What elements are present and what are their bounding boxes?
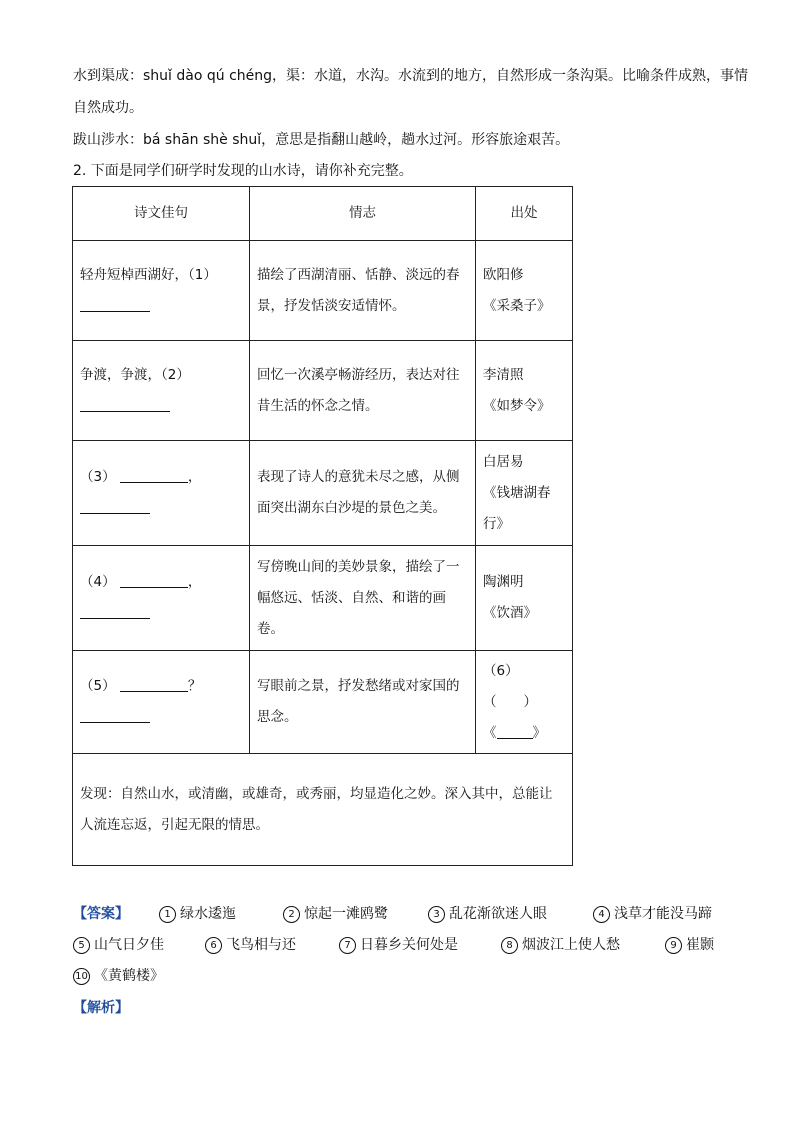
analysis-row	[73, 996, 733, 1020]
source-cell	[476, 341, 573, 441]
verse-text: （4）	[80, 574, 116, 590]
answer-item: 8 烟波江上使人愁	[501, 933, 620, 957]
discovery-note: 发现：自然山水，或清幽，或雄奇，或秀丽，均显造化之妙。深入其中，总能让人流连忘返，引起无限的情思。	[73, 754, 573, 866]
verse-text: （3）	[80, 469, 116, 485]
verse-punct: ？	[187, 678, 202, 694]
feeling-cell: 表现了诗人的意犹未尽之感，从侧面突出湖东白沙堤的景色之美。	[250, 441, 476, 546]
answer-label: 【答案】	[73, 906, 129, 922]
answer-item: 4 浅草才能没马蹄	[593, 902, 712, 926]
source-cell	[476, 441, 573, 546]
verse-cell	[73, 241, 250, 341]
source-title: 《采桑子》	[483, 297, 551, 314]
intro-line-2: 自然成功。	[73, 100, 143, 116]
feeling-cell: 回忆一次溪亭畅游经历，表达对往昔生活的怀念之情。	[250, 341, 476, 441]
answer-item: 7 日暮乡关何处是	[339, 933, 458, 957]
answer-item: 2 惊起一滩鸥鹭	[283, 902, 388, 926]
verse-text: 轻舟短棹西湖好，（1）	[80, 266, 217, 283]
source-title-close: 》	[532, 724, 546, 741]
feeling-cell: 描绘了西湖清丽、恬静、淡远的春景，抒发恬淡安适情怀。	[250, 241, 476, 341]
answer-blank-1[interactable]	[80, 293, 150, 312]
source-title: 《钱塘湖春行》	[483, 484, 551, 532]
answer-blank-3a[interactable]	[120, 464, 188, 483]
table-row	[73, 341, 573, 441]
source-author: 欧阳修	[483, 266, 524, 283]
answer-blank-5b[interactable]	[80, 704, 150, 723]
source-title: 《饮酒》	[483, 605, 537, 621]
verse-cell	[73, 441, 250, 546]
answer-item: 9 崔颢	[665, 933, 714, 957]
answer-item: 6 飞鸟相与还	[205, 933, 296, 957]
verse-punct: ，	[187, 574, 202, 590]
table-row	[73, 441, 573, 546]
source-author: （6）	[483, 662, 519, 679]
answer-row-3	[73, 964, 733, 988]
answer-row-1	[73, 902, 733, 926]
source-title-open: 《	[483, 724, 497, 741]
header-feeling: 情志	[250, 187, 476, 241]
answer-item: 3 乱花渐欲迷人眼	[428, 902, 547, 926]
source-author-blank: （ ）	[483, 693, 537, 710]
header-verse: 诗文佳句	[73, 187, 250, 241]
answer-blank-3b[interactable]	[80, 495, 150, 514]
verse-cell	[73, 651, 250, 754]
question-2-prompt: 2. 下面是同学们研学时发现的山水诗，请你补充完整。	[73, 163, 413, 179]
intro-line-3: 跋山涉水：bá shān shè shuǐ，意思是指翻山越岭，趟水过河。形容旅途艰苦。	[73, 132, 570, 148]
answer-blank-5a[interactable]	[120, 673, 188, 692]
feeling-cell: 写傍晚山间的美妙景象，描绘了一幅悠远、恬淡、自然、和谐的画卷。	[250, 546, 476, 651]
poem-table	[72, 186, 573, 866]
answer-blank-4a[interactable]	[120, 569, 188, 588]
feeling-cell: 写眼前之景，抒发愁绪或对家国的思念。	[250, 651, 476, 754]
header-source: 出处	[476, 187, 573, 241]
table-footer-row	[73, 754, 573, 866]
source-cell	[476, 241, 573, 341]
verse-text: 争渡，争渡，（2）	[80, 366, 190, 383]
answer-blank-4b[interactable]	[80, 600, 150, 619]
source-author: 李清照	[483, 366, 524, 383]
answer-item: 5 山气日夕佳	[73, 933, 164, 957]
answer-blank-2[interactable]	[80, 393, 170, 412]
verse-text: （5）	[80, 678, 116, 694]
source-author: 白居易	[483, 453, 524, 470]
answer-item: 10 《黄鹤楼》	[73, 964, 164, 988]
verse-cell	[73, 546, 250, 651]
table-row	[73, 546, 573, 651]
verse-punct: ，	[187, 469, 202, 485]
source-cell	[476, 546, 573, 651]
table-header-row	[73, 187, 573, 241]
source-title: 《如梦令》	[483, 397, 551, 414]
source-cell	[476, 651, 573, 754]
answer-row-2	[73, 933, 733, 957]
table-row	[73, 651, 573, 754]
analysis-label: 【解析】	[73, 1000, 129, 1016]
table-row	[73, 241, 573, 341]
verse-cell	[73, 341, 250, 441]
answer-blank-6-title[interactable]	[497, 720, 533, 739]
source-author: 陶渊明	[483, 574, 524, 590]
answer-item: 1 绿水逶迤	[159, 902, 236, 926]
intro-line-1: 水到渠成：shuǐ dào qú chéng，渠：水道，水沟。水流到的地方，自然形成一条沟渠。比喻条件成熟，事情	[73, 68, 749, 84]
